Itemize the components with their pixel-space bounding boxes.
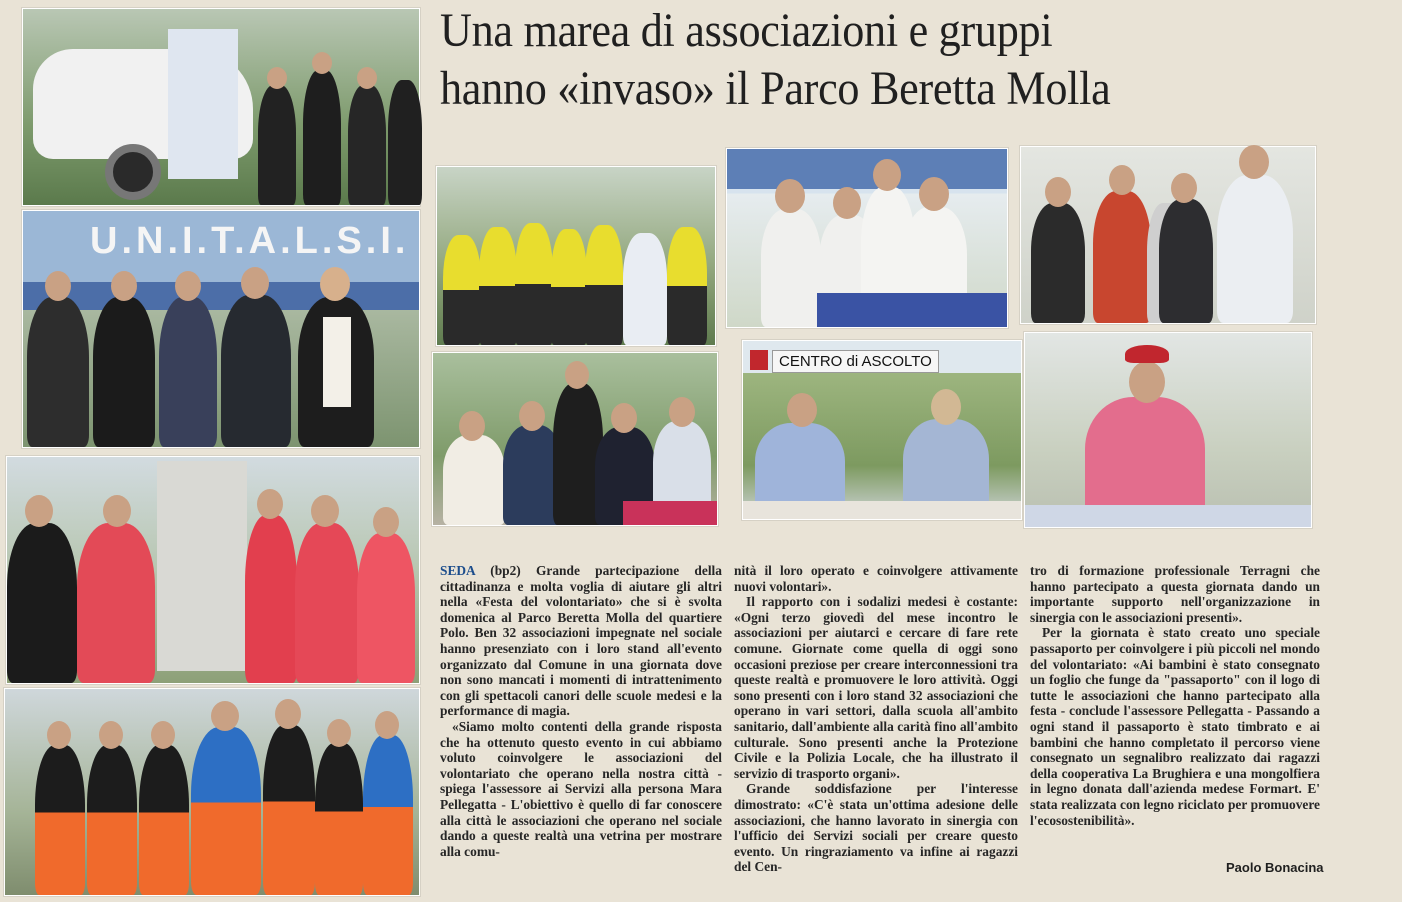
- unitalsi-banner: U.N.I.T.A.L.S.I.: [90, 220, 410, 262]
- headline: [440, 0, 1268, 118]
- photo-seated-seniors: [432, 352, 718, 526]
- article-paragraph: Grande soddisfazione per l'interesse dimostrato: «C'è stata un'ottima adesione delle associazioni, che hanno lavorato in sinergia con l'ufficio dei Servizi sociali per creare questo evento. Un ringraziamento va infine ai ragazzi del Cen-: [734, 781, 1018, 875]
- article-author: Paolo Bonacina: [1226, 860, 1324, 875]
- article-column-1: [440, 563, 722, 863]
- photo-trasporto-organi: [22, 8, 420, 206]
- caritas-logo: [750, 350, 768, 370]
- centro-ascolto-sign: CENTRO di ASCOLTO: [772, 350, 939, 373]
- photo-volunteers-red: [6, 456, 420, 684]
- article-text: «Siamo molto contenti della grande risposta che ha ottenuto questo evento in cui abbiamo voluto coinvolgere le associazioni del volontariato che operano nella nostra città - spiega l'assessore ai Servizi alla persona: [440, 718, 722, 797]
- article-paragraph: [440, 719, 722, 859]
- article-person-name: Mara Pellegatta: [440, 781, 722, 812]
- article-paragraph: nità il loro operato e coinvolgere attivamente nuovi volontari».: [734, 563, 1018, 594]
- article-column-2: [734, 563, 1018, 875]
- photo-group-indoor: [1020, 146, 1316, 324]
- headline-line-2: hanno «invaso» il Parco Beretta Molla: [440, 62, 1111, 115]
- article-paragraph: tro di formazione professionale Terragni che hanno partecipato a questa giornata dando un importante supporto nell'organizzazione in sinergia con le associazioni presenti».: [1030, 563, 1320, 625]
- headline-line-1: Una marea di associazioni e gruppi: [440, 4, 1053, 57]
- article-text: - L'obiettivo è quello di far conoscere alla città le associazioni che operano nel sociale dando a queste realtà una vetrina per mostrare alla comu-: [440, 796, 722, 859]
- article-paragraph: Per la giornata è stato creato uno speciale passaporto per coinvolgere i più piccoli nel mondo del volontariato: «Ai bambini è stato consegnato un foglio che funge da "passaporto" con il logo di tutte le associazioni che hanno partecipato alla festa - conclude l'assessore Pellegatta - Passando a ogni stand il passaporto è stato timbrato e ai bambini che hanno completato il percorso viene consegnato un segnalibro realizzato dai ragazzi della cooperativa La Brughiera e una mongolfiera in legno donata dall'azienda medese Formart. E' stata realizzata con legno riciclato per promuovere l'ecosostenibilità».: [1030, 625, 1320, 828]
- article-paragraph: [440, 563, 722, 719]
- article-column-3: [1030, 563, 1320, 853]
- photo-woman-pink: [1024, 332, 1312, 528]
- photo-stand-polo: [726, 148, 1008, 328]
- article-text: Grande partecipazione della cittadinanza e molta voglia di aiutare gli altri nella «Festa del volontariato» che si è svolta domenica al Parco Beretta Molla del quartiere Polo. Ben 32 associazioni impegnate nel sociale hanno presenziato con i loro stand all'evento organizzato dal Comune in una giornata dove non sono mancati i momenti di intrattenimento con gli spettacoli canori delle scuole medesi e la performance di magia.: [440, 563, 722, 719]
- photo-volunteers-orange: [4, 688, 420, 896]
- photo-yellow-shirts: [436, 166, 716, 346]
- article-tag: (bp2): [490, 563, 521, 578]
- article-kicker: SEDA: [440, 563, 475, 578]
- article-paragraph: Il rapporto con i sodalizi medesi è costante: «Ogni terzo giovedì del mese incontro le associazioni per aiutarci e cercare di fare rete comune. Giornate come quella di oggi sono occasioni preziose per creare interconnessioni tra queste realtà e promuovere le loro attività. Oggi sono presenti con i loro stand 32 associazioni che operano in vari settori, dalla scuola all'ambito sanitario, dall'ambiente alla carità fino all'ambito culturale. Sono presenti anche la Protezione Civile e la Polizia Locale, che ha illustrato il servizio di trasporto organi».: [734, 594, 1018, 781]
